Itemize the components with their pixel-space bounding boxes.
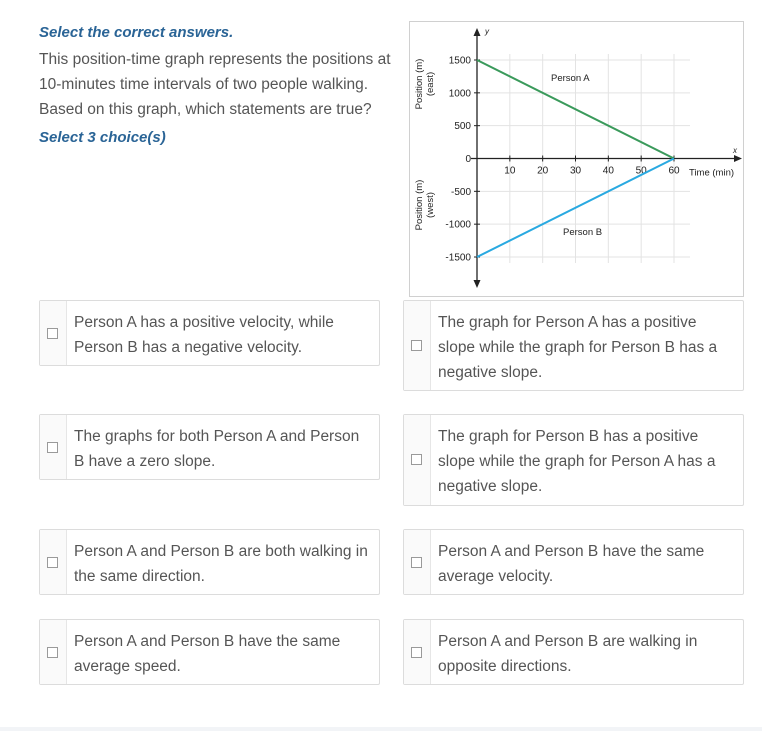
choice-label: The graph for Person A has a positive slope while the graph for Person B has a negative slope. <box>438 314 718 381</box>
x-tick-label: 30 <box>569 165 582 177</box>
choice-label: The graph for Person B has a positive slope while the graph for Person A has a negative slope. <box>438 428 716 495</box>
choice-label: Person A has a positive velocity, while Person B has a negative velocity. <box>74 314 334 356</box>
y-tick-label: -500 <box>450 186 471 198</box>
checkbox[interactable] <box>47 647 58 658</box>
checkbox[interactable] <box>47 442 58 453</box>
question-instruction: Select 3 choice(s) <box>39 129 166 146</box>
checkbox[interactable] <box>47 328 58 339</box>
question-text: This position-time graph represents the positions at 10-minutes time intervals of two people walking. Based on this graph, which statements are true? <box>39 51 391 118</box>
choice-c6[interactable] <box>403 529 744 595</box>
y-tick-label: 500 <box>454 121 471 133</box>
y-tick-label: 1000 <box>448 88 471 100</box>
choice-c5[interactable] <box>39 529 380 595</box>
checkbox[interactable] <box>47 557 58 568</box>
choice-c8[interactable] <box>403 619 744 685</box>
choice-label: Person A and Person B have the same average velocity. <box>438 543 705 585</box>
x-tick-label: 20 <box>537 165 549 177</box>
choice-label: The graphs for both Person A and Person B have a zero slope. <box>74 428 360 470</box>
choice-c1[interactable] <box>39 300 380 366</box>
x-tick-label: 50 <box>635 165 647 177</box>
y-axis-letter: y <box>485 27 489 36</box>
y-tick-label: -1500 <box>445 252 471 264</box>
choice-c3[interactable] <box>39 414 380 480</box>
position-time-graph <box>409 21 744 297</box>
series-label-person-a: Person A <box>551 73 590 84</box>
y-axis-arrow-down <box>474 280 481 288</box>
y-tick-label: -1000 <box>445 219 471 231</box>
y-axis-arrow-up <box>474 28 481 36</box>
x-tick-label: 10 <box>504 165 516 177</box>
choice-c7[interactable] <box>39 619 380 685</box>
choice-c4[interactable] <box>403 414 744 506</box>
x-axis-label: Time (min) <box>689 167 735 179</box>
series-label-person-b: Person B <box>563 227 603 238</box>
question-heading: Select the correct answers. <box>39 24 234 41</box>
choice-label: Person A and Person B have the same average speed. <box>74 633 341 675</box>
x-axis-letter: x <box>733 146 737 155</box>
x-axis-arrow <box>734 155 742 162</box>
x-tick-label: 60 <box>668 165 680 177</box>
choice-label: Person A and Person B are walking in opposite directions. <box>438 633 698 675</box>
page-footer-divider <box>0 727 762 731</box>
y-axis-label-east: Position (m)(east) <box>414 58 436 110</box>
y-tick-label: 0 <box>465 154 471 165</box>
checkbox[interactable] <box>411 454 422 465</box>
choice-c2[interactable] <box>403 300 744 391</box>
choice-label: Person A and Person B are both walking in the same direction. <box>74 543 368 585</box>
y-tick-label: 1500 <box>448 55 471 67</box>
x-tick-label: 40 <box>602 165 614 177</box>
checkbox[interactable] <box>411 340 422 351</box>
chart-svg <box>410 22 743 296</box>
checkbox[interactable] <box>411 647 422 658</box>
y-axis-label-west: Position (m)(west) <box>414 179 436 231</box>
checkbox[interactable] <box>411 557 422 568</box>
